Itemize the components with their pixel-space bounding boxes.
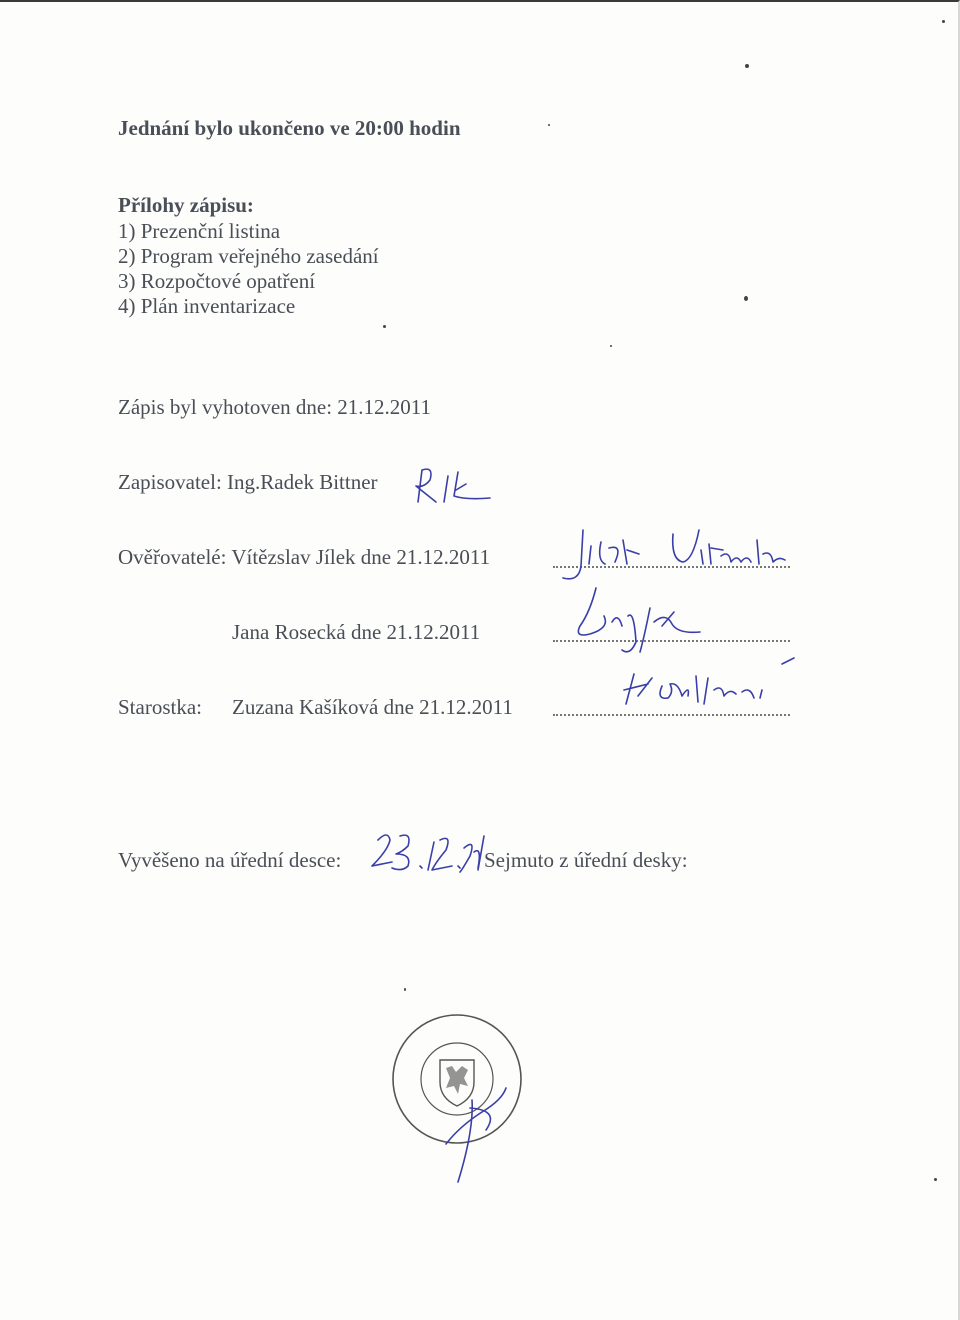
mayor-name: Zuzana Kašíková dne 21.12.2011: [232, 695, 513, 719]
attachment-item: 4) Plán inventarizace: [118, 294, 296, 318]
scan-speck: [942, 20, 945, 23]
removed-label: Sejmuto z úřední desky:: [484, 848, 688, 872]
mayor-signature: [612, 656, 802, 716]
attachment-item: 2) Program veřejného zasedání: [118, 244, 379, 268]
recorder-signature: [408, 462, 498, 508]
verifier-first-signature: [553, 520, 793, 590]
scan-speck: [404, 988, 406, 991]
prepared-date: Zápis byl vyhotoven dne: 21.12.2011: [118, 395, 432, 419]
closing-line: Jednání bylo ukončeno ve 20:00 hodin: [118, 116, 461, 140]
attachment-item: 3) Rozpočtové opatření: [118, 269, 316, 293]
scan-speck: [934, 1178, 937, 1181]
posted-label: Vyvěšeno na úřední desce:: [118, 848, 342, 872]
mayor-label: Starostka:: [118, 695, 202, 719]
attachments-heading: Přílohy zápisu:: [118, 193, 254, 217]
recorder: Zapisovatel: Ing.Radek Bittner: [118, 470, 378, 494]
scan-speck: [745, 64, 749, 68]
scan-speck: [610, 345, 612, 347]
verifier-second: Jana Rosecká dne 21.12.2011: [232, 620, 481, 644]
scan-speck: [548, 124, 550, 126]
scan-speck: [744, 296, 748, 301]
verifier-first: Ověřovatelé: Vítězslav Jílek dne 21.12.2011: [118, 545, 491, 569]
stamp-signature: [412, 1012, 522, 1188]
attachment-item: 1) Prezenční listina: [118, 219, 281, 243]
scan-speck: [383, 325, 386, 328]
posted-date-handwritten: [366, 826, 488, 880]
verifier-second-signature: [560, 582, 720, 662]
